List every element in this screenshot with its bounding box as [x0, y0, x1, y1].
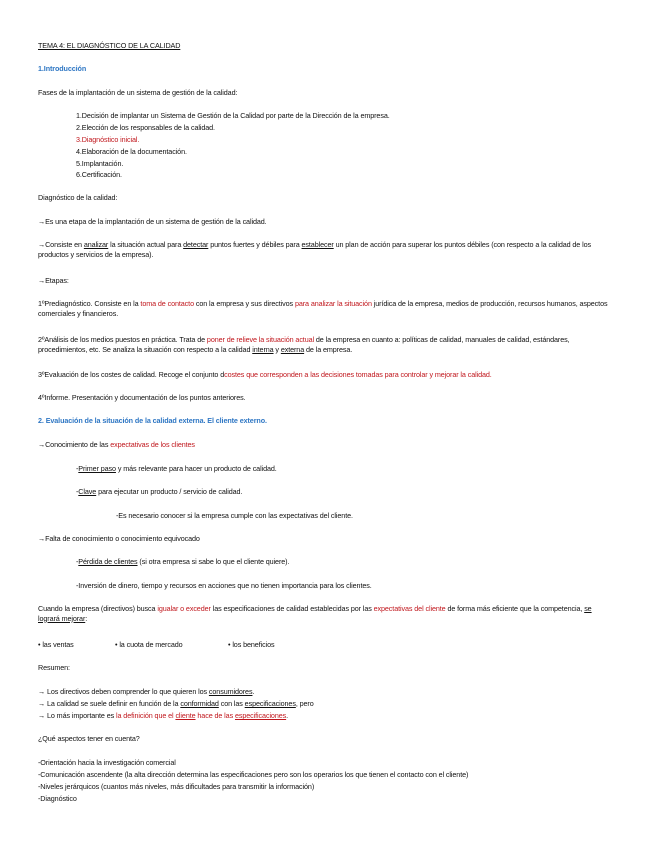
aspecto-item: -Comunicación ascendente (la alta dirección determina las especificaciones pero son los operarios los que tienen el contacto con el cliente) — [38, 770, 469, 779]
fase-item: 4.Elaboración de la documentación. — [76, 147, 187, 156]
resumen-point: → La calidad se suele definir en función de la conformidad con las especificaciones, pero — [38, 699, 314, 708]
etapa-4: 4ºInforme. Presentación y documentación de los puntos anteriores. — [38, 393, 246, 402]
falta-point: -Inversión de dinero, tiempo y recursos en acciones que no tienen importancia para los clientes. — [76, 581, 372, 590]
falta-heading: →Falta de conocimiento o conocimiento equivocado — [38, 534, 200, 543]
fase-item: 6.Certificación. — [76, 170, 122, 179]
conocimiento-heading: →Conocimiento de las expectativas de los clientes — [38, 440, 195, 449]
bullet-item: • los beneficios — [228, 640, 275, 649]
fase-item: 2.Elección de los responsables de la calidad. — [76, 123, 215, 132]
aspecto-item: -Niveles jerárquicos (cuantos más niveles, más dificultades para transmitir la información) — [38, 782, 315, 791]
section-heading-introduccion: 1.Introducción — [38, 64, 87, 73]
diagnostico-heading: Diagnóstico de la calidad: — [38, 193, 118, 202]
etapa-3: 3ºEvaluación de los costes de calidad. Recoge el conjunto dcostes que corresponden a las decisiones tomadas para controlar y mejorar la calidad. — [38, 370, 492, 379]
bullet-item: • las ventas — [38, 640, 74, 649]
section-heading-evaluacion: 2. Evaluación de la situación de la calidad externa. El cliente externo. — [38, 416, 267, 425]
falta-point: -Pérdida de clientes (si otra empresa si sabe lo que el cliente quiere). — [76, 557, 290, 566]
conocimiento-subpoint: -Es necesario conocer si la empresa cumple con las expectativas del cliente. — [116, 511, 353, 520]
etapas-heading: →Etapas: — [38, 276, 69, 285]
resumen-heading: Resumen: — [38, 663, 70, 672]
conocimiento-point: -Clave para ejecutar un producto / servicio de calidad. — [76, 487, 243, 496]
bullet-item: • la cuota de mercado — [115, 640, 183, 649]
etapa-1: 1ºPrediagnóstico. Consiste en la toma de contacto con la empresa y sus directivos para analizar la situación jurídica de la empresa, medios de producción, recursos humanos, aspectos comerciales y financieros. — [38, 299, 608, 318]
diagnostico-point-1: →Es una etapa de la implantación de un sistema de gestión de la calidad. — [38, 217, 267, 226]
conocimiento-point: -Primer paso y más relevante para hacer un producto de calidad. — [76, 464, 277, 473]
aspecto-item: -Diagnóstico — [38, 794, 77, 803]
etapa-2: 2ºAnálisis de los medios puestos en práctica. Trata de poner de relieve la situación actual de la empresa en cuanto a: políticas de calidad, manuales de calidad, estándares, procedimientos, etc. Se analiza la situación con respecto a la calidad interna y externa de la empresa. — [38, 335, 570, 354]
aspecto-item: -Orientación hacia la investigación comercial — [38, 758, 176, 767]
fase-item: 3.Diagnóstico inicial. — [76, 135, 140, 144]
fase-item: 5.Implantación. — [76, 159, 124, 168]
fases-intro: Fases de la implantación de un sistema de gestión de la calidad: — [38, 88, 238, 97]
page-title: TEMA 4: EL DIAGNÓSTICO DE LA CALIDAD — [38, 41, 181, 50]
resumen-point: → Los directivos deben comprender lo que quieren los consumidores. — [38, 687, 255, 696]
aspectos-heading: ¿Qué aspectos tener en cuenta? — [38, 734, 140, 743]
resumen-point: → Lo más importante es la definición que el cliente hace de las especificaciones. — [38, 711, 289, 720]
diagnostico-point-2: →Consiste en analizar la situación actual para detectar puntos fuertes y débiles para establecer un plan de acción para superar los puntos débiles (con respecto a la calidad de los productos y servicios de la empresa). — [38, 240, 591, 259]
cuando-paragraph: Cuando la empresa (directivos) busca igualar o exceder las especificaciones de calidad establecidas por las expectativas del cliente de forma más eficiente que la competencia, se logrará mejorar: — [38, 604, 592, 623]
fase-item: 1.Decisión de implantar un Sistema de Gestión de la Calidad por parte de la Dirección de la empresa. — [76, 111, 390, 120]
